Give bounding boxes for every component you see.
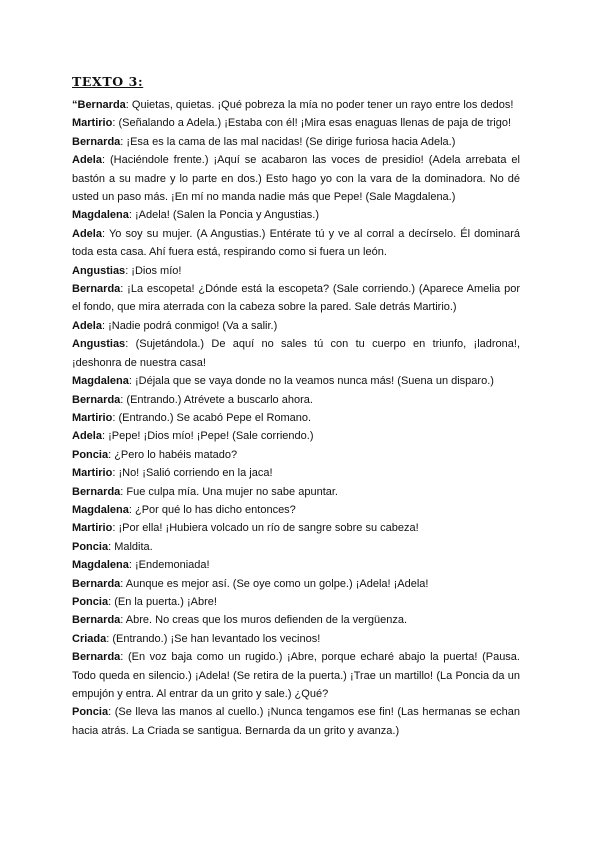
dialogue-line <box>72 280 520 317</box>
speaker-name: Angustias <box>72 264 126 277</box>
speaker-name: Poncia <box>72 448 109 461</box>
dialogue-line <box>72 225 520 262</box>
dialogue-text-line: : (Haciéndole frente.) ¡Aquí se acabaron las voces de presidio! (Adela arrebata el bastón a su madre y lo parte en dos.) Esto hago yo con la vara de la dominadora. No dé usted un paso más. ¡En mí no manda nadie más que Pepe! (Sale Magdalena.) <box>72 154 520 204</box>
dialogue-line <box>72 575 520 593</box>
speaker-name: Poncia <box>72 706 109 719</box>
dialogue-line <box>72 446 520 464</box>
dialogue-text-line: : ¡Pepe! ¡Dios mío! ¡Pepe! (Sale corriendo.) <box>101 430 314 443</box>
dialogue-line <box>72 611 520 629</box>
dialogue-line <box>72 151 520 206</box>
dialogue-line <box>72 372 520 390</box>
speaker-name: Bernarda <box>72 283 121 296</box>
speaker-name: Poncia <box>72 540 109 553</box>
dialogue-text-line: : (Señalando a Adela.) ¡Estaba con él! ¡Mira esas enaguas llenas de paja de trigo! <box>112 117 512 130</box>
dialogue-text-line: : (Entrando.) Atrévete a buscarlo ahora. <box>120 393 313 406</box>
dialogue-line <box>72 133 520 151</box>
dialogue-text-line: : ¡La escopeta! ¿Dónde está la escopeta? (Sale corriendo.) (Aparece Amelia por el fondo, que mira aterrada con la cabeza sobre la pared. Sale detrás Martirio.) <box>72 283 520 314</box>
speaker-name: Magdalena <box>72 375 129 388</box>
dialogue-text-line: : (Sujetándola.) De aquí no sales tú con tu cuerpo en triunfo, ¡ladrona!, ¡deshonra de nuestra casa! <box>72 338 520 369</box>
speaker-name: Magdalena <box>72 559 129 572</box>
dialogue-text-line: : ¿Pero lo habéis matado? <box>108 448 238 461</box>
dialogue-line <box>72 648 520 703</box>
speaker-name: Adela <box>72 154 102 167</box>
dialogue-text-line: : (Se lleva las manos al cuello.) ¡Nunca tengamos ese fin! (Las hermanas se echan hacia atrás. La Criada se santigua. Bernarda da un grito y avanza.) <box>72 706 520 737</box>
dialogue-text-line: : (En voz baja como un rugido.) ¡Abre, porque echaré abajo la puerta! (Pausa. Todo queda en silencio.) ¡Adela! (Se retira de la puerta.) ¡Trae un martillo! (La Poncia da un empujón y entra. Al entrar da un grito y sale.) ¿Qué? <box>72 651 520 700</box>
dialogue-text-line: : Fue culpa mía. Una mujer no sabe apuntar. <box>120 485 338 498</box>
dialogue-text-line: : Abre. No creas que los muros defienden de la vergüenza. <box>120 614 408 627</box>
dialogue-text-line: : (Entrando.) ¡Se han levantado los vecinos! <box>106 632 321 645</box>
dialogue-text-line: : ¿Por qué lo has dicho entonces? <box>128 503 296 516</box>
dialogue-text <box>72 96 520 740</box>
dialogue-text-line: : Maldita. <box>108 540 153 553</box>
speaker-name: Bernarda <box>72 393 121 406</box>
dialogue-text-line: : (En la puerta.) ¡Abre! <box>108 595 217 608</box>
speaker-name: Magdalena <box>72 209 129 222</box>
dialogue-line <box>72 114 520 132</box>
dialogue-line <box>72 593 520 611</box>
dialogue-text-line: : (Entrando.) Se acabó Pepe el Romano. <box>112 411 312 424</box>
dialogue-line <box>72 391 520 409</box>
dialogue-line <box>72 483 520 501</box>
speaker-name: Bernarda <box>72 135 121 148</box>
dialogue-line <box>72 519 520 537</box>
dialogue-line <box>72 96 520 114</box>
speaker-name: Bernarda <box>72 651 121 664</box>
dialogue-text-line: : ¡Esa es la cama de las mal nacidas! (Se dirige furiosa hacia Adela.) <box>120 135 456 148</box>
dialogue-text-line: : Yo soy su mujer. (A Angustias.) Entérate tú y ve al corral a decírselo. Él dominará toda esta casa. Ahí fuera está, respirando como si fuera un león. <box>72 227 520 259</box>
speaker-name: Martirio <box>72 467 113 480</box>
speaker-name: Adela <box>72 430 102 443</box>
speaker-name: Martirio <box>72 411 113 424</box>
dialogue-line <box>72 501 520 519</box>
speaker-name: Criada <box>72 632 107 645</box>
dialogue-text-line: : Aunque es mejor así. (Se oye como un golpe.) ¡Adela! ¡Adela! <box>120 577 429 590</box>
dialogue-line <box>72 556 520 574</box>
document-page <box>72 73 520 740</box>
speaker-name: Martirio <box>72 522 113 535</box>
dialogue-text-line: : ¡Endemoniada! <box>128 559 210 572</box>
speaker-name: Adela <box>72 227 102 240</box>
dialogue-line <box>72 630 520 648</box>
dialogue-text-line: : ¡Dios mío! <box>125 264 182 277</box>
speaker-name: Bernarda <box>72 485 121 498</box>
dialogue-text-line: : ¡No! ¡Salió corriendo en la jaca! <box>112 467 273 480</box>
dialogue-line <box>72 262 520 280</box>
speaker-name: Bernarda <box>72 577 121 590</box>
speaker-name: Magdalena <box>72 503 129 516</box>
speaker-name: “Bernarda <box>72 99 126 111</box>
dialogue-text-line: : ¡Déjala que se vaya donde no la veamos nunca más! (Suena un disparo.) <box>128 375 494 388</box>
dialogue-text-line: : ¡Adela! (Salen la Poncia y Angustias.) <box>128 209 320 222</box>
dialogue-text-line: : ¡Por ella! ¡Hubiera volcado un río de sangre sobre su cabeza! <box>112 522 419 535</box>
speaker-name: Angustias <box>72 338 126 351</box>
dialogue-text-line: : Quietas, quietas. ¡Qué pobreza la mía no poder tener un rayo entre los dedos! <box>125 99 514 111</box>
dialogue-line <box>72 317 520 335</box>
dialogue-line <box>72 538 520 556</box>
dialogue-line <box>72 335 520 372</box>
speaker-name: Bernarda <box>72 614 121 627</box>
document-title: TEXTO 3: <box>72 74 144 89</box>
dialogue-line <box>72 703 520 740</box>
speaker-name: Martirio <box>72 117 113 130</box>
dialogue-text-line: : ¡Nadie podrá conmigo! (Va a salir.) <box>101 319 278 332</box>
dialogue-line <box>72 409 520 427</box>
dialogue-line <box>72 427 520 445</box>
dialogue-line <box>72 464 520 482</box>
speaker-name: Adela <box>72 319 102 332</box>
speaker-name: Poncia <box>72 595 109 608</box>
dialogue-line <box>72 206 520 224</box>
